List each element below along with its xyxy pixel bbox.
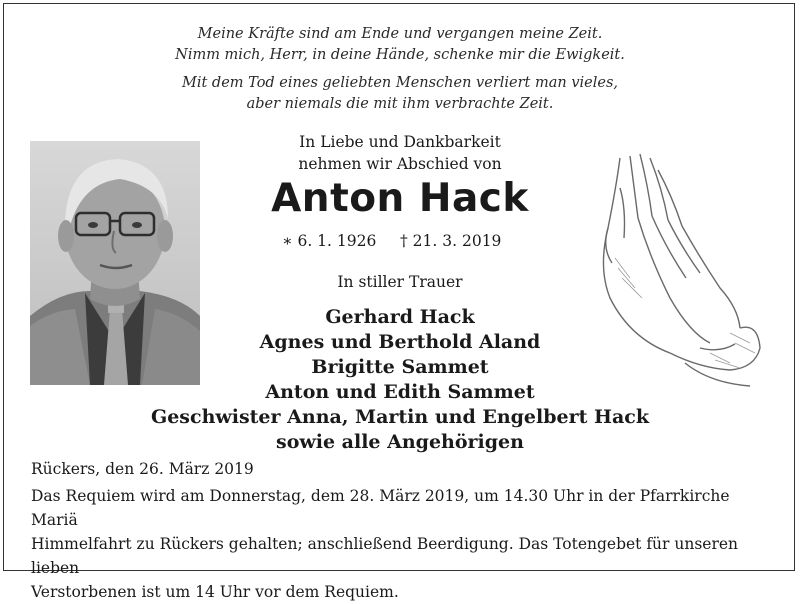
poem-line: Mit dem Tod eines geliebten Menschen verliert man vieles, (182, 75, 618, 91)
requiem-line: Das Requiem wird am Donnerstag, dem 28. März 2019, um 14.30 Uhr in der Pfarrkirche Mariä (31, 487, 730, 529)
portrait-photo (30, 141, 200, 385)
mourner: Geschwister Anna, Martin und Engelbert Hack (150, 406, 650, 428)
mourner: Gerhard Hack (325, 306, 475, 328)
mourner: Anton und Edith Sammet (265, 381, 535, 403)
intro-line: nehmen wir Abschied von (298, 155, 502, 173)
mourning-line: In stiller Trauer (337, 273, 463, 291)
requiem-line: Himmelfahrt zu Rückers gehalten; anschließend Beerdigung. Das Totengebet für unseren lieben (31, 535, 739, 577)
intro-line: In Liebe und Dankbarkeit (299, 133, 501, 151)
deceased-name: Anton Hack (271, 176, 529, 221)
requiem-line: Verstorbenen ist um 14 Uhr vor dem Requiem. (31, 583, 399, 601)
requiem-text (31, 484, 781, 604)
place-date: Rückers, den 26. März 2019 (31, 460, 254, 478)
poem-line: aber niemals die mit ihm verbrachte Zeit. (246, 96, 554, 112)
mourner: Brigitte Sammet (311, 356, 489, 378)
mourner: Agnes und Berthold Aland (259, 331, 541, 353)
poem-stanza-2 (0, 73, 800, 115)
birth-date: ∗ 6. 1. 1926 (282, 232, 377, 250)
death-date: † 21. 3. 2019 (400, 232, 502, 250)
poem-line: Nimm mich, Herr, in deine Hände, schenke mir die Ewigkeit. (175, 47, 625, 63)
poem-stanza-1 (0, 24, 800, 66)
poem-line: Meine Kräfte sind am Ende und vergangen meine Zeit. (197, 26, 603, 42)
mourner: sowie alle Angehörigen (276, 431, 524, 453)
praying-hands-image (590, 148, 765, 388)
